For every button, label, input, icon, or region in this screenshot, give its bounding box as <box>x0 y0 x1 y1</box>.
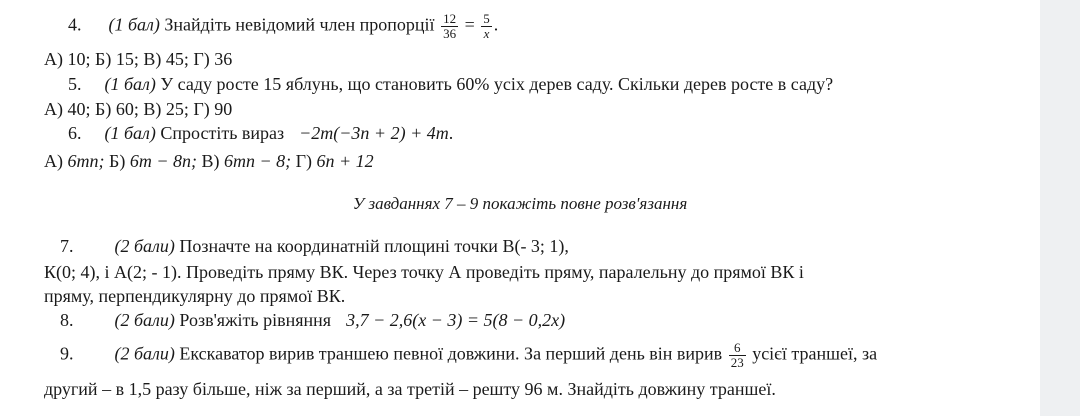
task-9 <box>60 341 877 370</box>
task-9-fraction: $\frac{6}{23}$ <box>730 340 744 370</box>
task-8-equation: 3,7 − 2,6(x − 3) = 5(8 − 0,2x) <box>346 310 566 330</box>
task-9-text-a: Екскаватор вирив траншею певної довжини. За перший день він вирив <box>179 343 723 364</box>
task-6-text: Спростіть вираз <box>160 123 285 143</box>
task-8-points: (2 бали) <box>114 310 175 330</box>
task-6-points: (1 бал) <box>104 123 156 143</box>
task-5-text: У саду росте 15 яблунь, що становить 60% усіх дерев саду. Скільки дерев росте в саду? <box>160 74 834 94</box>
answer-d: 6n + 12 <box>316 151 374 171</box>
task-4-number: 4. <box>68 14 82 35</box>
task-9-number: 9. <box>60 343 74 364</box>
answer-c-label: В) <box>201 151 220 171</box>
answer-b: 6m − 8n; <box>129 151 197 171</box>
task-4-text: Знайдіть невідомий член пропорції <box>164 14 435 35</box>
task-4 <box>68 12 498 41</box>
answer-d-label: Г) <box>295 151 313 171</box>
answer-a: 6mn; <box>67 151 105 171</box>
task-6-answers <box>44 150 374 172</box>
task-7-line2: К(0; 4), і А(2; - 1). Проведіть пряму ВК. Через точку А проведіть пряму, паралельну до прямої ВК і <box>44 262 804 282</box>
task-5-number: 5. <box>68 74 82 94</box>
task-4-fraction-right: $\frac{5}{x}$ <box>483 11 490 41</box>
task-6-end: . <box>448 123 454 143</box>
task-7-line3: пряму, перпендикулярну до прямої ВК. <box>44 286 346 306</box>
task-7 <box>60 235 569 257</box>
task-8-number: 8. <box>60 310 74 330</box>
answer-b-label: Б) <box>109 151 126 171</box>
task-9-text-b: усієї траншеї, за <box>752 343 878 364</box>
task-7-line1: Позначте на координатній площині точки В(- 3; 1), <box>179 236 569 256</box>
task-4-answers: А) 10; Б) 15; В) 45; Г) 36 <box>44 49 233 69</box>
task-8-text: Розв'яжіть рівняння <box>179 310 332 330</box>
task-5-points: (1 бал) <box>104 74 156 94</box>
task-4-end: . <box>493 14 499 35</box>
task-4-fraction-left: $\frac{12}{36}$ <box>443 11 457 41</box>
task-5 <box>68 73 833 95</box>
task-4-points: (1 бал) <box>108 14 160 35</box>
task-4-equals: = <box>464 14 475 35</box>
task-6 <box>68 122 453 144</box>
answer-c: 6mn − 8; <box>223 151 292 171</box>
right-gutter <box>1040 0 1080 416</box>
task-8 <box>60 309 565 331</box>
task-6-expression: −2m(−3n + 2) + 4m <box>299 123 449 143</box>
task-7-number: 7. <box>60 236 74 256</box>
task-6-number: 6. <box>68 123 82 143</box>
task-5-answers: А) 40; Б) 60; В) 25; Г) 90 <box>44 99 233 119</box>
section-heading: У завданнях 7 – 9 покажіть повне розв'язання <box>352 194 688 213</box>
task-9-line2: другий – в 1,5 разу більше, ніж за перший, а за третій – решту 96 м. Знайдіть довжину траншеї. <box>44 379 776 399</box>
task-7-points: (2 бали) <box>114 236 175 256</box>
task-9-points: (2 бали) <box>114 343 175 364</box>
answer-a-label: А) <box>44 151 63 171</box>
